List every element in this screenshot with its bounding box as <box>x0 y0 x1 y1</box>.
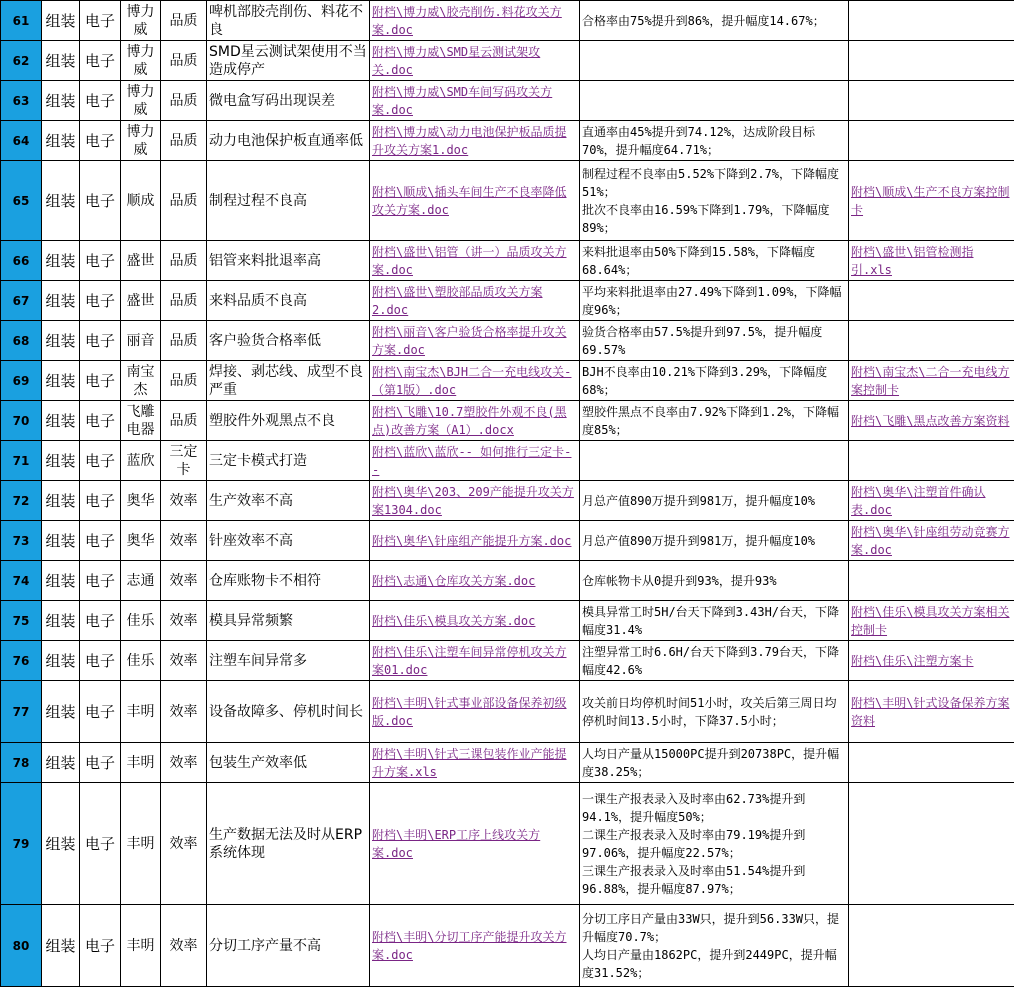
supplier-cell: 飞雕 电器 <box>126 403 155 438</box>
plan-link-text[interactable]: 附档\顺成\插头车间生产不良率降低攻关方案.doc <box>372 184 567 217</box>
category-cell: 品质 <box>169 412 198 429</box>
table-row <box>1 561 1014 601</box>
dept-cell: 组装 <box>45 612 76 630</box>
dept-cell: 组装 <box>45 835 76 853</box>
problem-cell: 分切工序产量不高 <box>209 937 321 954</box>
supplier-cell: 南宝 杰 <box>126 363 155 398</box>
supplier-cell: 顺成 <box>126 192 155 209</box>
category-cell: 效率 <box>169 703 198 720</box>
result-cell: 来料批退率由50%下降到15.58%，下降幅度68.64%； <box>582 244 816 277</box>
result-cell: 塑胶件黑点不良率由7.92%下降到1.2%，下降幅度85%； <box>582 404 840 437</box>
row-number: 69 <box>12 373 30 388</box>
problem-cell: 铝管来料批退率高 <box>209 252 321 269</box>
row-number: 72 <box>12 493 30 508</box>
dept-cell: 组装 <box>45 132 76 150</box>
attachment-link-text[interactable]: 附档\丰明\针式设备保养方案资料 <box>851 695 1010 728</box>
category-cell: 效率 <box>169 835 198 852</box>
plan-link-text[interactable]: 附档\博力威\SMD车间写码攻关方案.doc <box>372 84 553 117</box>
plan-link[interactable] <box>372 323 577 359</box>
dept-cell: 组装 <box>45 452 76 470</box>
row-number: 76 <box>12 653 30 668</box>
result-cell: 直通率由45%提升到74.12%，达成阶段目标70%，提升幅度64.71%； <box>582 124 816 157</box>
supplier-cell: 盛世 <box>126 292 155 309</box>
table-row <box>1 81 1014 121</box>
plan-link[interactable] <box>372 123 577 159</box>
plan-link[interactable] <box>372 443 577 479</box>
supplier-cell: 志通 <box>126 572 155 589</box>
type-cell: 电子 <box>84 754 115 772</box>
supplier-cell: 蓝欣 <box>126 452 155 469</box>
row-number: 67 <box>12 293 30 308</box>
type-cell: 电子 <box>84 703 115 721</box>
table-row <box>1 905 1014 987</box>
supplier-cell: 丰明 <box>126 835 155 852</box>
problem-cell: 微电盒写码出现误差 <box>209 92 335 109</box>
plan-link[interactable] <box>372 483 577 519</box>
dept-cell: 组装 <box>45 754 76 772</box>
table-row <box>1 321 1014 361</box>
dept-cell: 组装 <box>45 412 76 430</box>
supplier-cell: 丰明 <box>126 703 155 720</box>
attachment-link-text[interactable]: 附档\盛世\铝管检测指引.xls <box>851 244 974 277</box>
problem-cell: 客户验货合格率低 <box>209 332 321 349</box>
supplier-cell: 奥华 <box>126 532 155 549</box>
dept-cell: 组装 <box>45 532 76 550</box>
problem-cell: 焊接、剥芯线、成型不良严重 <box>209 363 363 398</box>
type-cell: 电子 <box>84 372 115 390</box>
plan-link-text[interactable]: 附档\丰明\ERP工序上线攻关方案.doc <box>372 827 541 860</box>
result-cell: 一课生产报表录入及时率由62.73%提升到94.1%，提升幅度50%； 二课生产报表录入及时率由79.19%提升到97.06%，提升幅度22.57%； 三课生产报表录入及时率由51.54%提升到96.88%，提升幅度87.97%； <box>582 791 806 896</box>
plan-link[interactable] <box>372 745 577 781</box>
row-number: 66 <box>12 253 30 268</box>
attachment-link[interactable] <box>851 483 1012 519</box>
problem-cell: 三定卡模式打造 <box>209 452 307 469</box>
dept-cell: 组装 <box>45 492 76 510</box>
row-number: 65 <box>12 193 30 208</box>
result-cell: 验货合格率由57.5%提升到97.5%，提升幅度69.57% <box>582 324 823 357</box>
table-row <box>1 681 1014 743</box>
attachment-link[interactable] <box>851 694 1012 730</box>
supplier-cell: 盛世 <box>126 252 155 269</box>
result-cell: 人均日产量从15000PC提升到20738PC，提升幅度38.25%； <box>582 746 840 779</box>
attachment-link-text[interactable]: 附档\奥华\注塑首件确认表.doc <box>851 484 986 517</box>
problem-cell: 啤机部胶壳削伤、料花不良 <box>209 3 363 38</box>
attachment-link[interactable] <box>851 363 1012 399</box>
category-cell: 品质 <box>169 52 198 69</box>
problem-cell: 设备故障多、停机时间长 <box>209 703 363 720</box>
category-cell: 效率 <box>169 754 198 771</box>
result-cell: 注塑异常工时6.6H/台天下降到3.79台天，下降幅度42.6% <box>582 644 840 677</box>
plan-link-text[interactable]: 附档\盛世\塑胶部品质攻关方案2.doc <box>372 284 543 317</box>
attachment-link-text[interactable]: 附档\佳乐\注塑方案卡 <box>851 653 974 668</box>
dept-cell: 组装 <box>45 192 76 210</box>
attachment-link-text[interactable]: 附档\奥华\针座组劳动竞赛方案.doc <box>851 524 1010 557</box>
table-row <box>1 1 1014 41</box>
category-cell: 三定 卡 <box>169 443 198 478</box>
row-number: 75 <box>12 613 30 628</box>
dept-cell: 组装 <box>45 372 76 390</box>
type-cell: 电子 <box>84 132 115 150</box>
table-row <box>1 161 1014 241</box>
type-cell: 电子 <box>84 252 115 270</box>
table-row <box>1 641 1014 681</box>
problem-cell: 仓库账物卡不相符 <box>209 572 321 589</box>
table-row <box>1 601 1014 641</box>
table-row <box>1 361 1014 401</box>
dept-cell: 组装 <box>45 92 76 110</box>
dept-cell: 组装 <box>45 292 76 310</box>
table-row <box>1 783 1014 905</box>
plan-link-text[interactable]: 附档\奥华\针座组产能提升方案.doc <box>372 533 572 548</box>
plan-link[interactable] <box>372 928 577 964</box>
dept-cell: 组装 <box>45 937 76 955</box>
dept-cell: 组装 <box>45 703 76 721</box>
dept-cell: 组装 <box>45 332 76 350</box>
result-cell: 攻关前日均停机时间51小时，攻关后第三周日均停机时间13.5小时，下降37.5小时； <box>582 695 837 728</box>
row-number: 64 <box>12 133 30 148</box>
plan-link[interactable] <box>372 243 577 279</box>
problem-cell: 动力电池保护板直通率低 <box>209 132 363 149</box>
table-row <box>1 521 1014 561</box>
problem-cell: 模具异常频繁 <box>209 612 293 629</box>
row-number: 79 <box>12 836 30 851</box>
table-row <box>1 743 1014 783</box>
attachment-link-text[interactable]: 附档\顺成\生产不良方案控制卡 <box>851 184 1010 217</box>
supplier-cell: 博力 威 <box>126 3 155 38</box>
plan-link-text[interactable]: 附档\佳乐\模具攻关方案.doc <box>372 613 536 628</box>
plan-link-text[interactable]: 附档\南宝杰\BJH二合一充电线攻关-（第1版）.doc <box>372 364 572 397</box>
table-row <box>1 401 1014 441</box>
row-number: 70 <box>12 413 30 428</box>
plan-link[interactable] <box>372 572 577 590</box>
attachment-link[interactable] <box>851 652 1012 670</box>
row-number: 77 <box>12 704 30 719</box>
plan-link-text[interactable]: 附档\盛世\铝管（讲一）品质攻关方案.doc <box>372 244 567 277</box>
type-cell: 电子 <box>84 652 115 670</box>
result-cell: 平均来料批退率由27.49%下降到1.09%，下降幅度96%； <box>582 284 842 317</box>
row-number: 74 <box>12 573 30 588</box>
result-cell: 合格率由75%提升到86%，提升幅度14.67%； <box>582 13 825 28</box>
category-cell: 效率 <box>169 937 198 954</box>
plan-link-text[interactable]: 附档\博力威\胶壳削伤.料花攻关方案.doc <box>372 4 562 37</box>
table-row <box>1 481 1014 521</box>
row-number: 80 <box>12 938 30 953</box>
category-cell: 效率 <box>169 492 198 509</box>
row-number: 78 <box>12 755 30 770</box>
type-cell: 电子 <box>84 92 115 110</box>
supplier-cell: 丰明 <box>126 754 155 771</box>
plan-link[interactable] <box>372 283 577 319</box>
plan-link-text[interactable]: 附档\佳乐\注塑车间异常停机攻关方案01.doc <box>372 644 567 677</box>
supplier-cell: 丰明 <box>126 937 155 954</box>
result-cell: 分切工序日产量由33W只，提升到56.33W只，提升幅度70.7%； 人均日产量由1862PC，提升到2449PC，提升幅度31.52%； <box>582 911 840 980</box>
plan-link[interactable] <box>372 363 577 399</box>
type-cell: 电子 <box>84 572 115 590</box>
type-cell: 电子 <box>84 52 115 70</box>
type-cell: 电子 <box>84 292 115 310</box>
row-number: 63 <box>12 93 30 108</box>
plan-link-text[interactable]: 附档\志通\仓库攻关方案.doc <box>372 573 536 588</box>
table-row <box>1 441 1014 481</box>
attachment-link[interactable] <box>851 243 1012 279</box>
plan-link[interactable] <box>372 826 577 862</box>
type-cell: 电子 <box>84 452 115 470</box>
supplier-cell: 奥华 <box>126 492 155 509</box>
plan-link-text[interactable]: 附档\飞雕\10.7塑胶件外观不良(黑点)改善方案（A1）.docx <box>372 404 567 437</box>
plan-link-text[interactable]: 附档\奥华\203、209产能提升攻关方案1304.doc <box>372 484 574 517</box>
category-cell: 品质 <box>169 332 198 349</box>
table-row <box>1 121 1014 161</box>
dept-cell: 组装 <box>45 572 76 590</box>
attachment-link[interactable] <box>851 523 1012 559</box>
problem-cell: 生产效率不高 <box>209 492 293 509</box>
problem-cell: 生产数据无法及时从ERP系统体现 <box>209 826 363 861</box>
attachment-link[interactable] <box>851 603 1012 639</box>
category-cell: 效率 <box>169 572 198 589</box>
plan-link-text[interactable]: 附档\丰明\针式事业部设备保养初级版.doc <box>372 695 567 728</box>
row-number: 62 <box>12 53 30 68</box>
category-cell: 品质 <box>169 252 198 269</box>
plan-link[interactable] <box>372 183 577 219</box>
category-cell: 效率 <box>169 652 198 669</box>
result-cell: BJH不良率由10.21%下降到3.29%，下降幅度68%； <box>582 364 828 397</box>
category-cell: 品质 <box>169 92 198 109</box>
type-cell: 电子 <box>84 12 115 30</box>
table-row <box>1 281 1014 321</box>
row-number: 68 <box>12 333 30 348</box>
attachment-link[interactable] <box>851 183 1012 219</box>
row-number: 71 <box>12 453 30 468</box>
category-cell: 品质 <box>169 12 198 29</box>
plan-link[interactable] <box>372 643 577 679</box>
plan-link-text[interactable]: 附档\丽音\客户验货合格率提升攻关方案.doc <box>372 324 567 357</box>
problem-cell: 包装生产效率低 <box>209 754 307 771</box>
problem-cell: 制程过程不良高 <box>209 192 307 209</box>
supplier-cell: 佳乐 <box>126 612 155 629</box>
dept-cell: 组装 <box>45 652 76 670</box>
problem-cell: 注塑车间异常多 <box>209 652 307 669</box>
plan-link[interactable] <box>372 43 577 79</box>
plan-link[interactable] <box>372 3 577 39</box>
supplier-cell: 博力 威 <box>126 43 155 78</box>
plan-link[interactable] <box>372 403 577 439</box>
problem-cell: 塑胶件外观黑点不良 <box>209 412 335 429</box>
table-row <box>1 41 1014 81</box>
type-cell: 电子 <box>84 532 115 550</box>
plan-link[interactable] <box>372 612 577 630</box>
result-cell: 制程过程不良率由5.52%下降到2.7%，下降幅度51%； 批次不良率由16.59%下降到1.79%，下降幅度89%； <box>582 166 840 235</box>
row-number: 61 <box>12 13 30 28</box>
category-cell: 品质 <box>169 372 198 389</box>
category-cell: 品质 <box>169 192 198 209</box>
type-cell: 电子 <box>84 937 115 955</box>
result-cell: 仓库帐物卡从0提升到93%，提升93% <box>582 573 777 588</box>
result-cell: 月总产值890万提升到981万，提升幅度10% <box>582 533 816 548</box>
type-cell: 电子 <box>84 192 115 210</box>
category-cell: 效率 <box>169 612 198 629</box>
plan-link-text[interactable]: 附档\博力威\SMD星云测试架攻关.doc <box>372 44 541 77</box>
dept-cell: 组装 <box>45 12 76 30</box>
type-cell: 电子 <box>84 492 115 510</box>
problem-cell: SMD星云测试架使用不当造成停产 <box>209 43 367 78</box>
plan-link[interactable] <box>372 83 577 119</box>
category-cell: 品质 <box>169 132 198 149</box>
category-cell: 效率 <box>169 532 198 549</box>
type-cell: 电子 <box>84 835 115 853</box>
row-number: 73 <box>12 533 30 548</box>
type-cell: 电子 <box>84 332 115 350</box>
attachment-link-text[interactable]: 附档\南宝杰\二合一充电线方案控制卡 <box>851 364 1010 397</box>
attachment-link[interactable] <box>851 412 1012 430</box>
supplier-cell: 丽音 <box>126 332 155 349</box>
dept-cell: 组装 <box>45 252 76 270</box>
attachment-link-text[interactable]: 附档\飞雕\黑点改善方案资料 <box>851 413 1010 428</box>
type-cell: 电子 <box>84 612 115 630</box>
table-body <box>1 1 1014 987</box>
type-cell: 电子 <box>84 412 115 430</box>
plan-link[interactable] <box>372 694 577 730</box>
supplier-cell: 博力 威 <box>126 123 155 158</box>
table-row <box>1 241 1014 281</box>
supplier-cell: 佳乐 <box>126 652 155 669</box>
plan-link[interactable] <box>372 532 577 550</box>
supplier-cell: 博力 威 <box>126 83 155 118</box>
plan-link-text[interactable]: 附档\蓝欣\蓝欣-- 如何推行三定卡-- <box>372 444 572 477</box>
attachment-link-text[interactable]: 附档\佳乐\模具攻关方案相关控制卡 <box>851 604 1010 637</box>
plan-link-text[interactable]: 附档\博力威\动力电池保护板品质提升攻关方案1.doc <box>372 124 567 157</box>
problem-cell: 针座效率不高 <box>209 532 293 549</box>
dept-cell: 组装 <box>45 52 76 70</box>
plan-link-text[interactable]: 附档\丰明\针式三课包装作业产能提升方案.xls <box>372 746 567 779</box>
plan-link-text[interactable]: 附档\丰明\分切工序产能提升攻关方案.doc <box>372 929 567 962</box>
result-cell: 模具异常工时5H/台天下降到3.43H/台天，下降幅度31.4% <box>582 604 840 637</box>
problem-cell: 来料品质不良高 <box>209 292 307 309</box>
result-cell: 月总产值890万提升到981万，提升幅度10% <box>582 493 816 508</box>
category-cell: 品质 <box>169 292 198 309</box>
